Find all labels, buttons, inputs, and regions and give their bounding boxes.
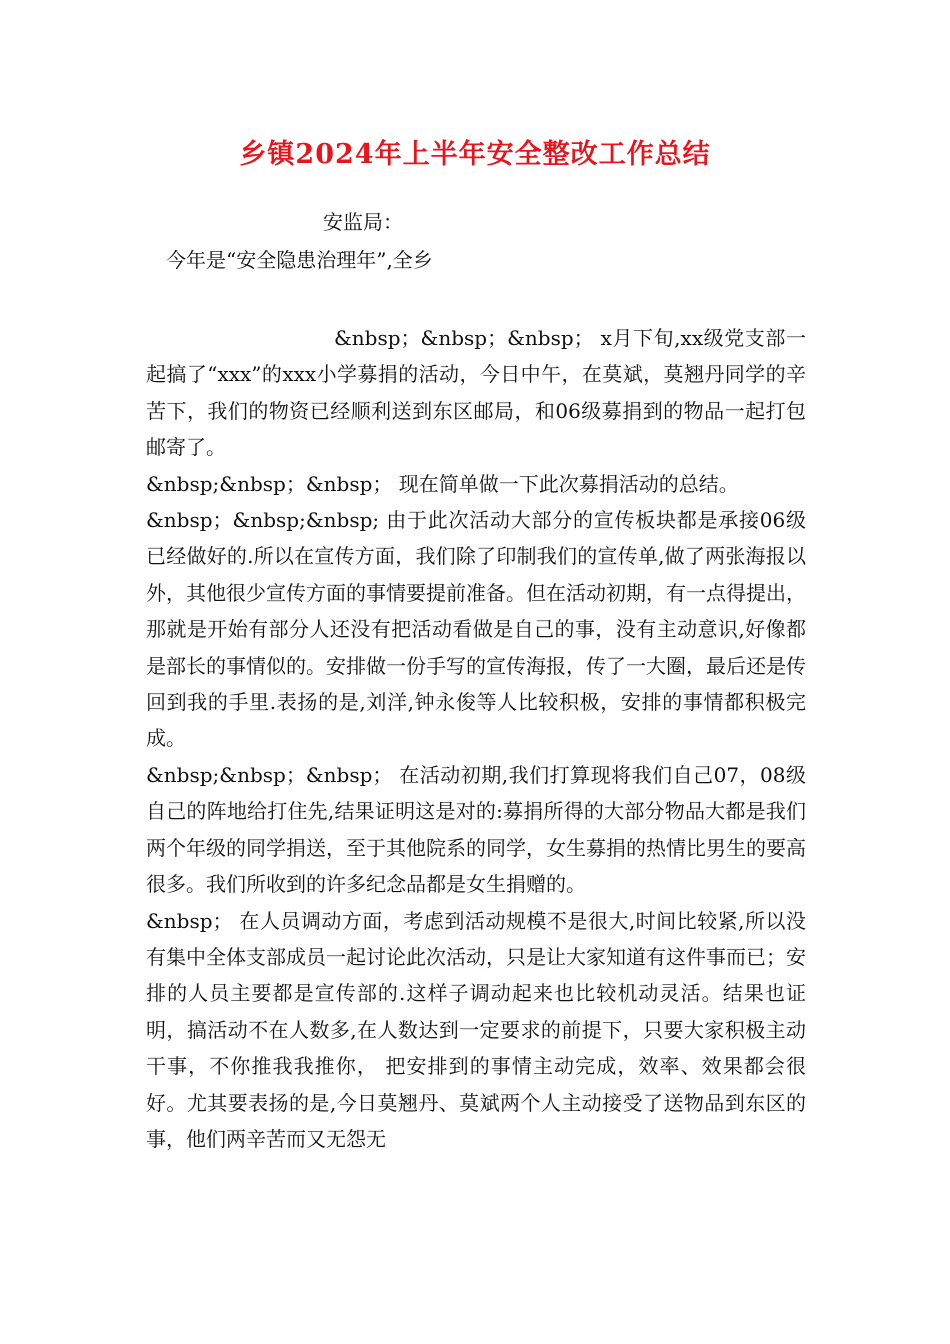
paragraph: &nbsp；&nbsp;&nbsp; 由于此次活动大部分的宣传板块都是承接06级已经做好的.所以在宣传方面，我们除了印制我们的宣传单,做了两张海报以外，其他很少宣传方面的事情要提前准备。但在活动初期，有一点得提出，那就是开始有部分人还没有把活动看做是自己的事，没有主动意识,好像都是部长的事情似的。安排做一份手写的宣传海报，传了一大圈，最后还是传回到我的手里.表扬的是,刘洋,钟永俊等人比较积极，安排的事情都积极完成。 [146, 508, 806, 751]
document-title: 乡镇2024年上半年安全整改工作总结 [239, 139, 711, 170]
paragraph: &nbsp;&nbsp；&nbsp； 在活动初期,我们打算现将我们自己07，08级自己的阵地给打住先,结果证明这是对的:募捐所得的大部分物品大都是我们两个年级的同学捐送，至于其他院系的同学，女生募捐的热情比男生的要高很多。我们所收到的许多纪念品都是女生捐赠的。 [146, 762, 806, 897]
paragraph: &nbsp;&nbsp；&nbsp； 现在简单做一下此次募捐活动的总结。 [146, 471, 739, 496]
body-text [146, 320, 806, 1157]
paragraph: &nbsp；&nbsp；&nbsp； x月下旬,xx级党支部一起搞了“xxx”的xxx小学募捐的活动，今日中午，在莫斌，莫翘丹同学的辛苦下，我们的物资已经顺利送到东区邮局，和06级募捐到的物品一起打包邮寄了。 [146, 326, 806, 460]
addressee-line: 安监局： [323, 210, 403, 234]
paragraph: &nbsp； 在人员调动方面，考虑到活动规模不是很大,时间比较紧,所以没有集中全体支部成员一起讨论此次活动，只是让大家知道有这件事而已；安排的人员主要都是宣传部的.这样子调动起来也比较机动灵活。结果也证明，搞活动不在人数多,在人数达到一定要求的前提下，只要大家积极主动干事，不你推我我推你， 把安排到的事情主动完成，效率、效果都会很好。尤其要表扬的是,今日莫翘丹、莫斌两个人主动接受了送物品到东区的事，他们两辛苦而又无怨无 [146, 908, 806, 1151]
intro-line: 今年是“安全隐患治理年”,全乡 [166, 248, 433, 272]
